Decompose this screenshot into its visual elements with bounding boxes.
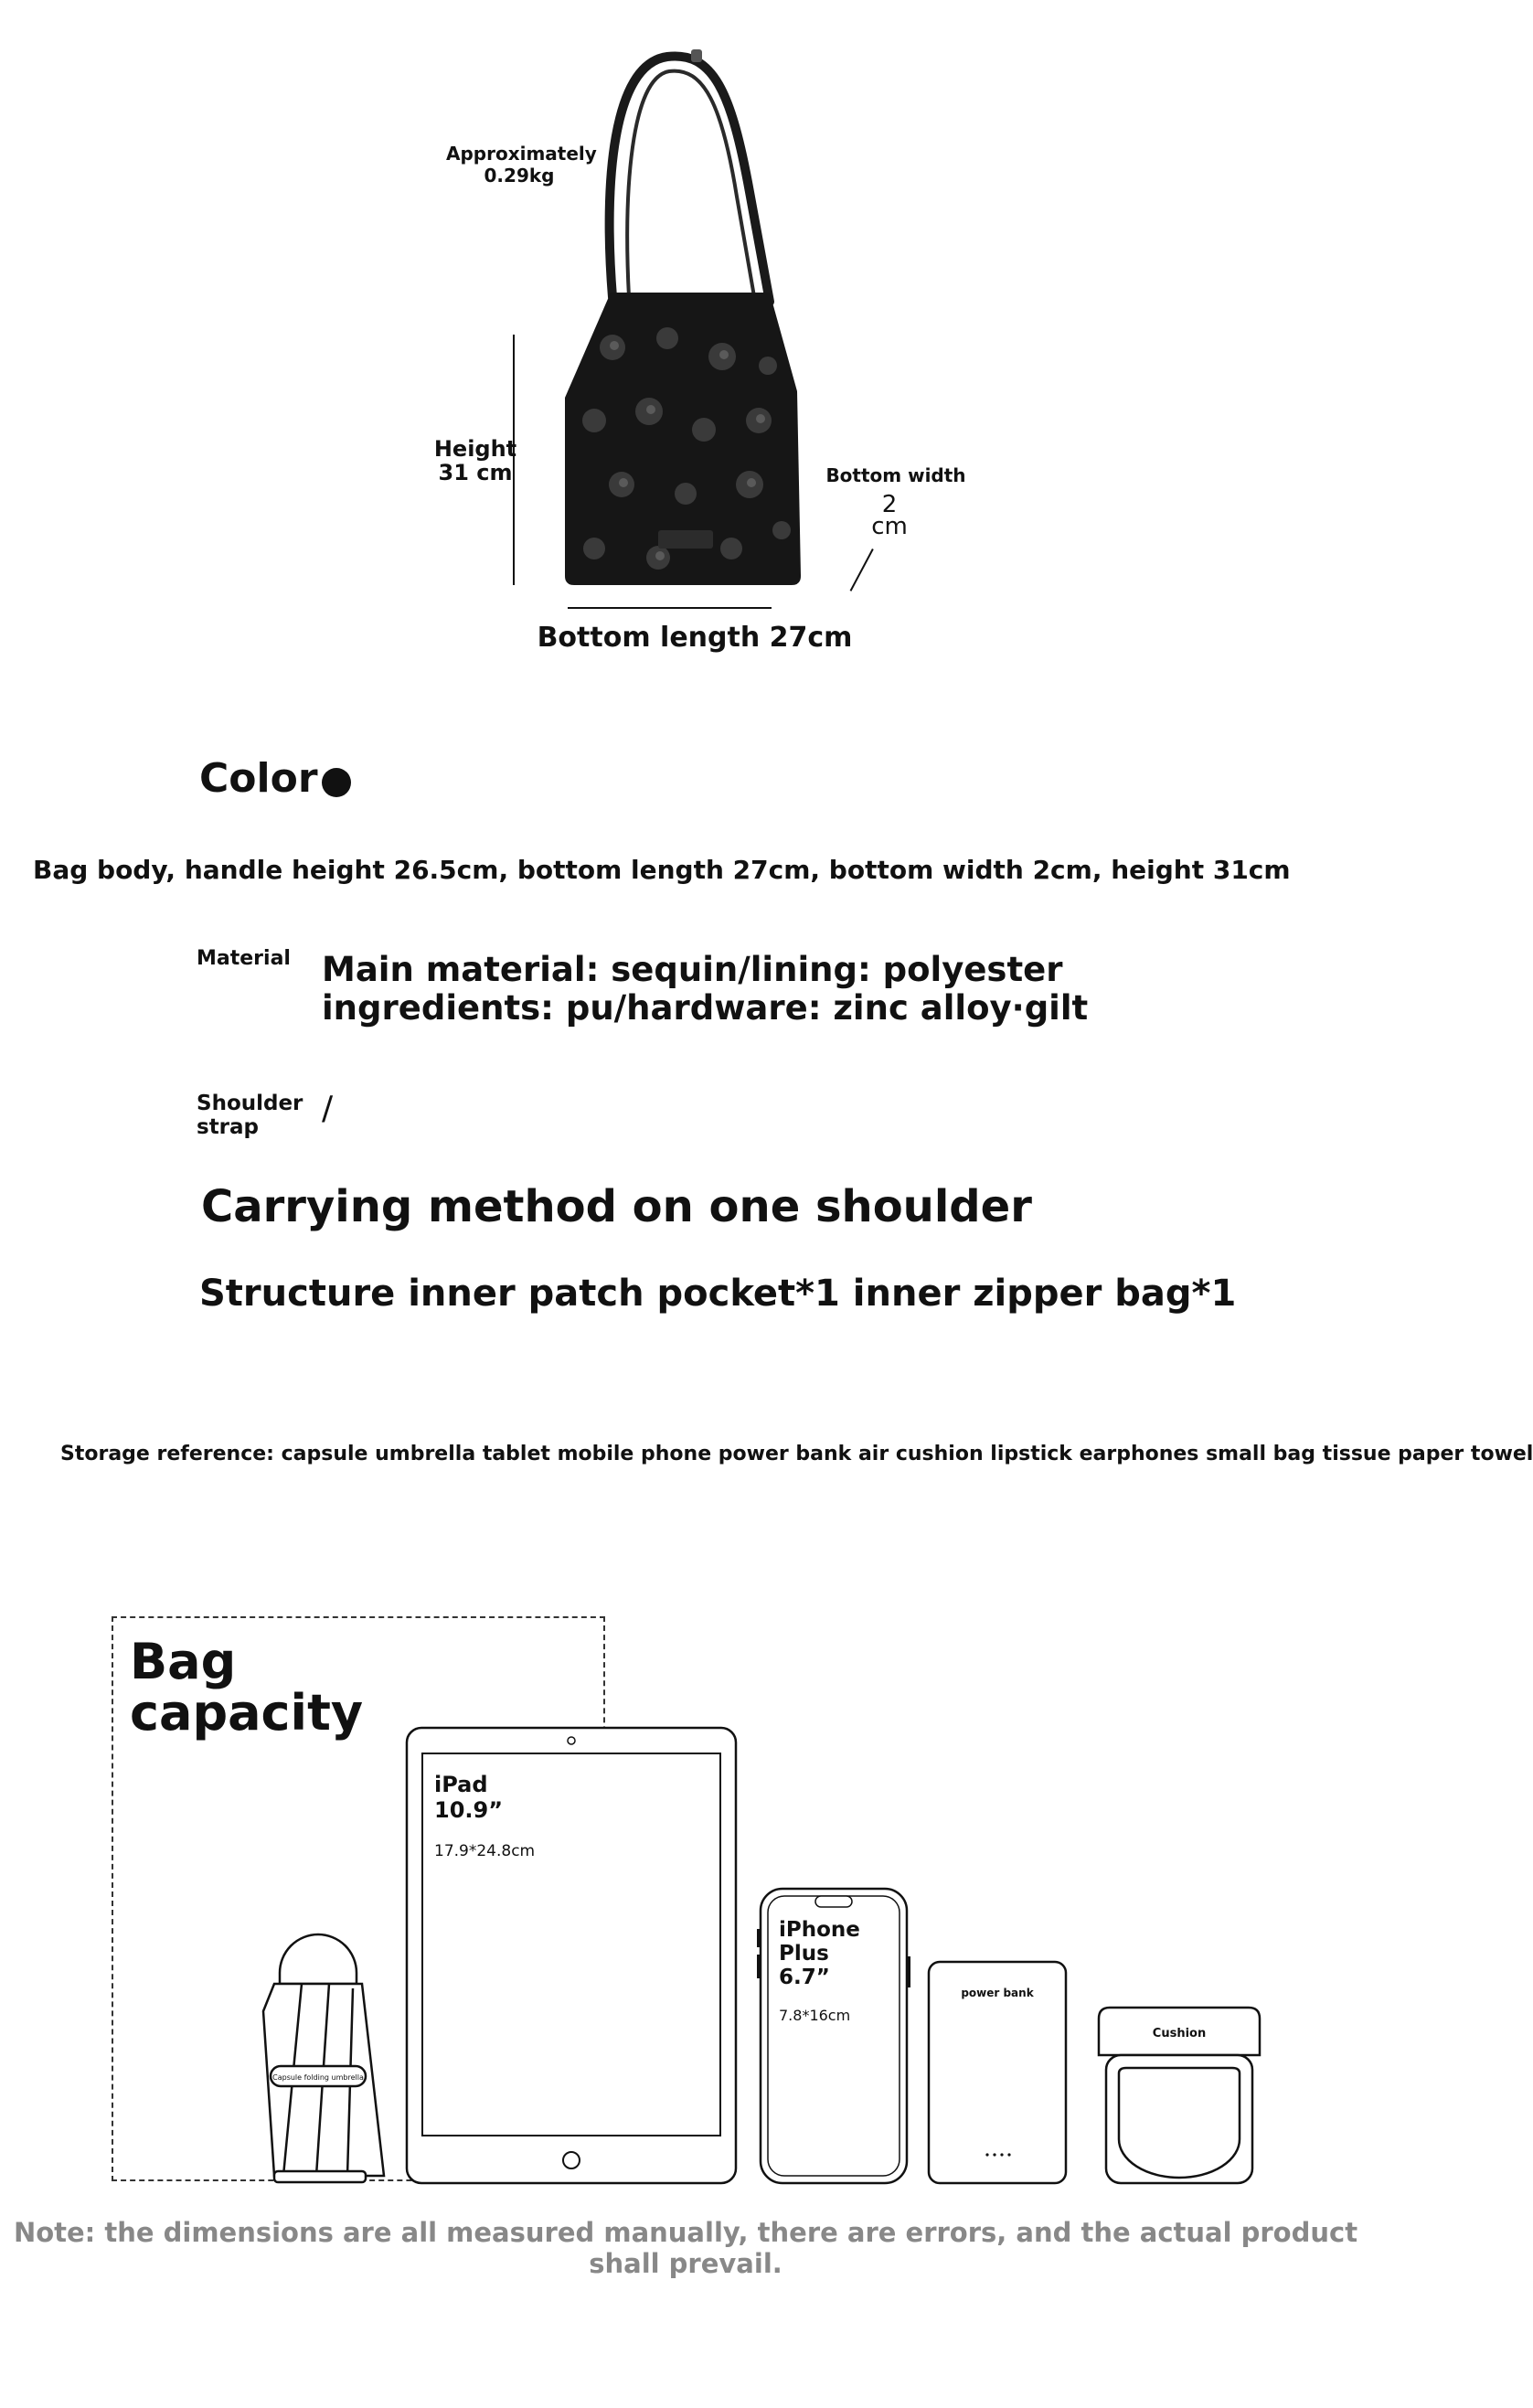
power-bank-label: power bank — [961, 1987, 1034, 1999]
height-label: Height 31 cm — [433, 436, 517, 485]
umbrella-label: Capsule folding umbrella — [272, 2073, 364, 2082]
iphone-size: 7.8*16cm — [779, 2007, 851, 2024]
weight-label: Approximately 0.29kg — [446, 143, 597, 186]
cushion-label: Cushion — [1152, 2027, 1207, 2040]
material-text — [322, 951, 1088, 1028]
bottom-length-label: Bottom length 27cm — [537, 622, 853, 654]
bottom-width-dimension-line — [850, 549, 874, 591]
shoulder-strap-value: / — [322, 1090, 334, 1127]
iphone-name-line-2: Plus — [779, 1942, 829, 1966]
body-dimensions-text: Bag body, handle height 26.5cm, bottom length 27cm, bottom width 2cm, height 31cm — [33, 855, 1291, 885]
disclaimer-note: Note: the dimensions are all measured manually, there are errors, and the actual product shall prevail. — [13, 2217, 1358, 2279]
bag-product-image — [558, 37, 841, 603]
iphone-name-line-3: 6.7” — [779, 1966, 830, 1989]
color-label: Color — [199, 755, 318, 802]
ipad-name-line-2: 10.9” — [434, 1797, 503, 1823]
umbrella-icon — [263, 1934, 384, 2182]
bottom-width-value: 2 cm — [871, 491, 908, 540]
ipad-name-line-1: iPad — [434, 1772, 488, 1797]
bottom-width-label: Bottom width — [825, 464, 966, 486]
shoulder-strap-label: Shoulder strap — [197, 1092, 303, 1139]
storage-reference-text: Storage reference: capsule umbrella tablet mobile phone power bank air cushion lipstick earphones small bag tissue paper towel — [60, 1443, 1533, 1465]
material-label: Material — [197, 947, 291, 970]
carrying-method-text: Carrying method on one shoulder — [201, 1181, 1032, 1232]
ipad-size: 17.9*24.8cm — [434, 1842, 536, 1860]
capacity-illustrations — [0, 1710, 1371, 2194]
capacity-title: Bag capacity — [130, 1633, 364, 1742]
iphone-name-line-1: iPhone — [779, 1918, 860, 1942]
structure-text: Structure inner patch pocket*1 inner zipper bag*1 — [199, 1273, 1237, 1315]
color-swatch — [322, 768, 351, 797]
bottom-length-dimension-line — [568, 607, 772, 609]
material-line-1: Main material: sequin/lining: polyester — [322, 950, 1063, 989]
material-line-2: ingredients: pu/hardware: zinc alloy·gilt — [322, 988, 1089, 1028]
